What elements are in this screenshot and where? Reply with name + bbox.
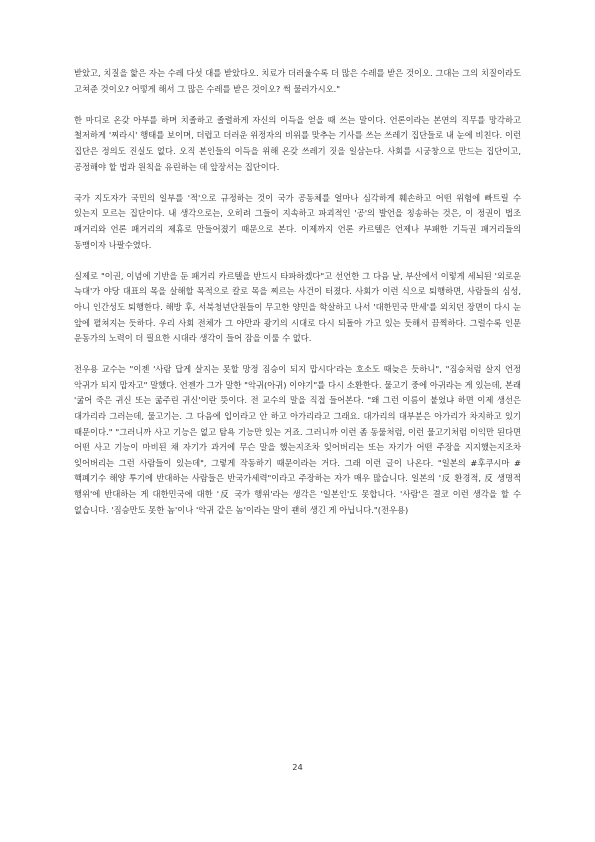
paragraph-4: 실제로 "이권, 이념에 기반을 둔 패거리 카르텔을 반드시 타파하겠다"고 선언한 그 다음 날, 부산에서 이렇게 세뇌된 '외로운 늑대'가 야당 대표의 목을 살해할 목적으로 칼로 목을 찌르는 사건이 터졌다. 사회가 이런 식으로 퇴행하면, 사람들의 심성, 아니 인간성도 퇴행한다. 해방 후, 서북청년단원들이 무고한 양민을 학살하고 나서 '대한민국 만세'를 외치던 장면이 다시 눈 앞에 펼쳐지는 듯하다. 우리 사회 전체가 그 야만과 광기의 시대로 다시 되돌아 가고 있는 듯해서 끔찍하다. 그럴수록 인문 운동가의 노력이 더 필요한 시대라 생각이 들어 잠을 이룰 수 없다. <box>74 270 521 344</box>
paragraph-2: 한 마디로 온갖 아부를 하며 치졸하고 졸렬하게 자신의 이득을 얻을 때 쓰는 말이다. 언론이라는 본연의 직무를 망각하고 철저하게 '찌라시' 행태를 보이며, 더럽고 더러운 위정자의 비위를 맞추는 기사를 쓰는 쓰레기 집단들로 내 눈에 비친다. 이런 집단은 정의도 진실도 없다. 오직 본인들의 이득을 위해 온갖 쓰레기 짓을 일삼는다. 사회를 시궁창으로 만드는 집단이고, 공정해야 할 법과 원칙을 유린하는 데 앞장서는 집단이다. <box>74 114 521 172</box>
paragraph-5: 전우용 교수는 "이젠 '사람 답게 살지는 못할 망정 짐승이 되지 맙시다'라는 호소도 때늦은 듯하니", "짐승처럼 살지 언정 악귀가 되지 맙자고" 말했다. 언젠가 그가 말한 "악귀(아귀) 이야기"를 다시 소환한다. 물고기 중에 아귀라는 게 있는데, 본래 '굶어 죽은 귀신 또는 굶주린 귀신'이란 뜻이다. 전 교수의 말을 직접 들어본다. "왜 그런 이름이 붙었냐 하면 이제 생선은 대가리라 그러는데, 물고기는. 그 다음에 입이라고 안 하고 아가리라고 그래요. 대가리의 대부분은 아가리가 차지하고 있기 때문이다." "그러니까 사고 기능은 없고 탐욕 기능만 있는 거죠. 그러니까 이런 좀 동물처럼, 이런 물고기처럼 이익만 된다면 어떤 사고 기능이 마비된 채 자기가 과거에 무슨 말을 했는지조차 잊어버리는 또는 자기가 어떤 주장을 지지했는지조차 잊어버리는 그런 사람들이 있는데", 그렇게 작동하기 때문이라는 거다. 그래 이런 글이 나온다. "일본의 #후쿠시마 #핵폐기수 해양 투기에 반대하는 사람들은 반국가세력"이라고 주장하는 자가 매우 많습니다. 일본의 '反 환경적, 反 생명적 행위'에 반대하는 게 대한민국에 대한 '反 국가 행위'라는 생각은 '일본인'도 못합니다. '사람'은 결코 이런 생각을 할 수 없습니다. '짐승만도 못한 놈'이나 '악귀 같은 놈'이라는 말이 괜히 생긴 게 아닙니다."(전우용) <box>74 364 521 515</box>
paragraph-1: 받았고, 치질을 핥은 자는 수레 다섯 대를 받았다오. 치료가 더러울수록 더 많은 수레를 받은 것이오. 그대는 그의 치질이라도 고쳐준 것이오? 어떻게 해서 그 많은 수레를 받은 것이오? 썩 물러가시오." <box>74 68 521 94</box>
paragraph-3: 국가 지도자가 국민의 일부를 '적'으로 규정하는 것이 국가 공동체를 얼마나 심각하게 훼손하고 어떤 위험에 빠트릴 수 있는지 모르는 집단이다. 내 생각으로는, 오히려 그들이 지속하고 파괴적인 '공'의 발언을 칭송하는 것은, 이 정권이 법조 패거리와 언론 패거리의 제휴로 만들어졌기 때문으로 본다. 이제까지 언론 카르텔은 언제나 부패한 기득권 패거리들의 동맹이자 나팔수였다. <box>74 192 521 250</box>
page-number: 24 <box>292 762 303 772</box>
body-text <box>74 66 521 534</box>
